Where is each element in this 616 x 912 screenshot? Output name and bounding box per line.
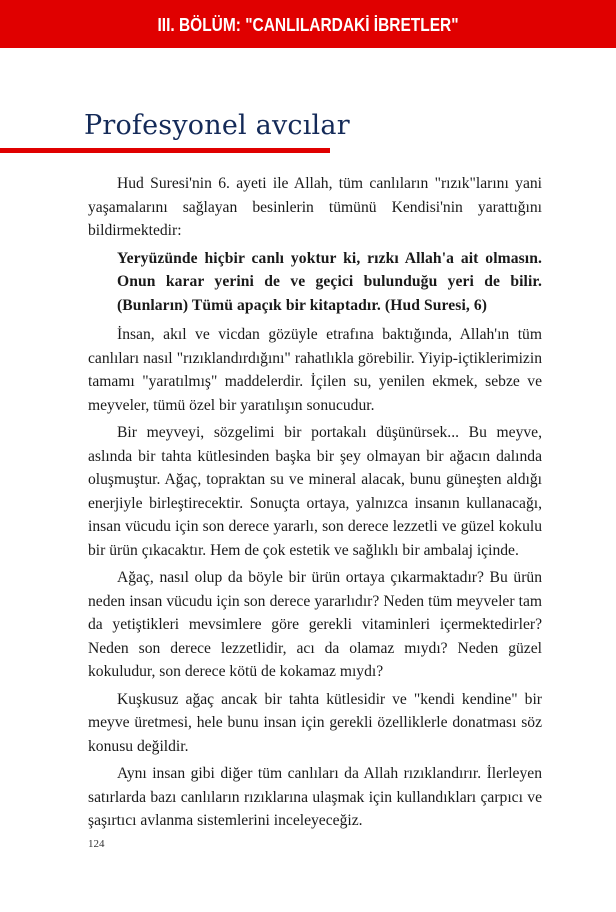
- paragraph: Bir meyveyi, sözgelimi bir portakalı düşünürsek... Bu meyve, aslında bir tahta kütlesinden başka bir şey olmayan bir ağacın dalında oluşmuştur. Ağaç, topraktan su ve mineral alacak, bunu güneşten aldığı enerjiyle birleştirecektir. Sonuçta ortaya, yalnızca insanın kullanacağı, insan vücudu için son derece yararlı, son derece lezzetli ve güzel kokulu bir ürün çıkacaktır. Hem de çok estetik ve sağlıklı bir ambalaj içinde.: [88, 424, 542, 559]
- chapter-title: III. BÖLÜM: "CANLILARDAKİ İBRETLER": [157, 14, 459, 35]
- title-underline-rule: [0, 148, 330, 153]
- paragraph: Ağaç, nasıl olup da böyle bir ürün ortaya çıkarmaktadır? Bu ürün neden insan vücudu için son derece yararlıdır? Neden tüm meyveler tam da yetiştikleri mevsimlere göre gerekli vitaminleri içermektedirler? Neden son derece lezzetlidir, acı da olamaz mıydı? Neden güzel kokuludur, son derece kötü de kokamaz mıydı?: [88, 569, 542, 680]
- page-number: 124: [88, 838, 105, 850]
- chapter-header-band: [0, 0, 616, 48]
- section-title: Profesyonel avcılar: [84, 110, 350, 141]
- paragraph-intro: Hud Suresi'nin 6. ayeti ile Allah, tüm canlıların "rızık"larını yani yaşamalarını sağlayan besinlerin tümünü Kendisi'nin yarattığını bildirmektedir:: [88, 175, 542, 239]
- paragraph: Aynı insan gibi diğer tüm canlıları da Allah rızıklandırır. İlerleyen satırlarda bazı canlıların rızıklarına ulaşmak için kullandıkları çarpıcı ve şaşırtıcı avlanma sistemlerini inceleyeceğiz.: [88, 765, 542, 829]
- paragraph: Kuşkusuz ağaç ancak bir tahta kütlesidir ve "kendi kendine" bir meyve üretmesi, hele bunu insan için gerekli özelliklerle donatması söz konusu değildir.: [88, 690, 542, 755]
- body-text: [88, 172, 542, 837]
- verse-quote: Yeryüzünde hiçbir canlı yoktur ki, rızkı Allah'a ait olmasın. Onun karar yerini de ve geçici bulunduğu yeri de bilir. (Bunların) Tümü apaçık bir kitaptadır. (Hud Suresi, 6): [117, 249, 542, 314]
- paragraph: İnsan, akıl ve vicdan gözüyle etrafına baktığında, Allah'ın tüm canlıları nasıl "rızıklandırdığını" rahatlıkla görebilir. Yiyip-içtiklerimizin tamamı "yaratılmış" maddelerdir. İçilen su, yenilen ekmek, sebze ve meyveler, tümü özel bir yaratılışın sonucudur.: [88, 326, 542, 414]
